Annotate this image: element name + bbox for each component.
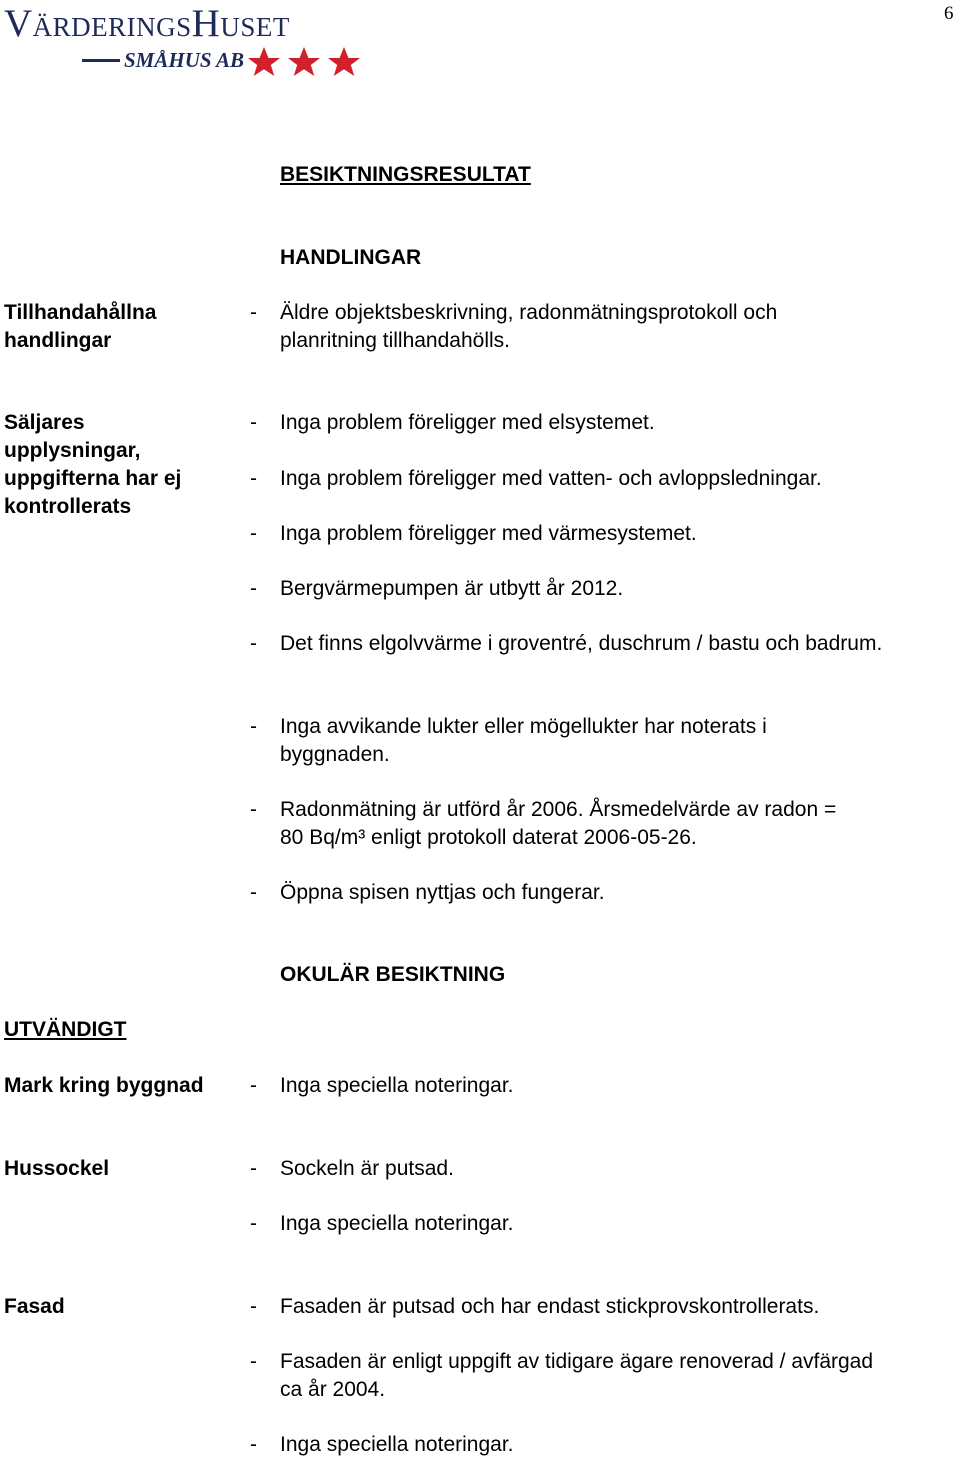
logo-rule [82,59,120,62]
bullet-dash: - [250,881,257,904]
label-fasad: Fasad [4,1295,65,1318]
bullet-dash: - [250,715,257,738]
list-item-text: Äldre objektsbeskrivning, radonmätningsprotokoll och planritning tillhandahölls. [280,301,778,352]
section-heading-okular: OKULÄR BESIKTNING [280,963,506,986]
label-mark-kring-byggnad: Mark kring byggnad [4,1074,204,1097]
list-item-text: Radonmätning är utförd år 2006. Årsmedelvärde av radon = 80 Bq/m³ enligt protokoll daterat 2006-05-26. [280,798,837,849]
list-item-text: Bergvärmepumpen är utbytt år 2012. [280,577,624,600]
bullet-dash: - [250,1433,257,1456]
label-hussockel: Hussockel [4,1157,110,1180]
subsection-heading-utvandigt: UTVÄNDIGT [4,1018,127,1041]
list-item-text: Inga avvikande lukter eller mögellukter har noterats i byggnaden. [280,715,767,766]
list-item-text: Inga speciella noteringar. [280,1433,514,1456]
page-number: 6 [944,3,954,24]
bullet-dash: - [250,1157,257,1180]
list-item-text: Öppna spisen nyttjas och fungerar. [280,881,605,904]
list-item-text: Inga problem föreligger med elsystemet. [280,411,655,434]
bullet-dash: - [250,632,257,655]
stars-icon [244,45,368,81]
list-item-text: Inga speciella noteringar. [280,1074,514,1097]
logo-subtitle: SMÅHUS AB [124,48,245,72]
bullet-dash: - [250,522,257,545]
list-item-text: Sockeln är putsad. [280,1157,454,1180]
bullet-dash: - [250,411,257,434]
label-saljares-upplysningar: Säljares upplysningar, uppgifterna har ej kontrollerats [4,411,182,518]
list-item-text: Inga problem föreligger med vatten- och avloppsledningar. [280,467,822,490]
bullet-dash: - [250,1074,257,1097]
bullet-dash: - [250,467,257,490]
section-heading-handlingar: HANDLINGAR [280,246,422,269]
list-item-text: Det finns elgolvvärme i groventré, duschrum / bastu och badrum. [280,632,883,655]
bullet-dash: - [250,798,257,821]
logo-wordmark: VärderingsHuset [4,2,290,45]
list-item-text: Fasaden är enligt uppgift av tidigare ägare renoverad / avfärgad ca år 2004. [280,1350,874,1401]
bullet-dash: - [250,1212,257,1235]
label-tillhandahallna: Tillhandahållna handlingar [4,301,157,352]
bullet-dash: - [250,1350,257,1373]
bullet-dash: - [250,577,257,600]
list-item-text: Inga speciella noteringar. [280,1212,514,1235]
bullet-dash: - [250,1295,257,1318]
list-item-text: Inga problem föreligger med värmesystemet. [280,522,697,545]
bullet-dash: - [250,301,257,324]
page-title: BESIKTNINGSRESULTAT [280,163,531,186]
list-item-text: Fasaden är putsad och har endast stickprovskontrollerats. [280,1295,820,1318]
